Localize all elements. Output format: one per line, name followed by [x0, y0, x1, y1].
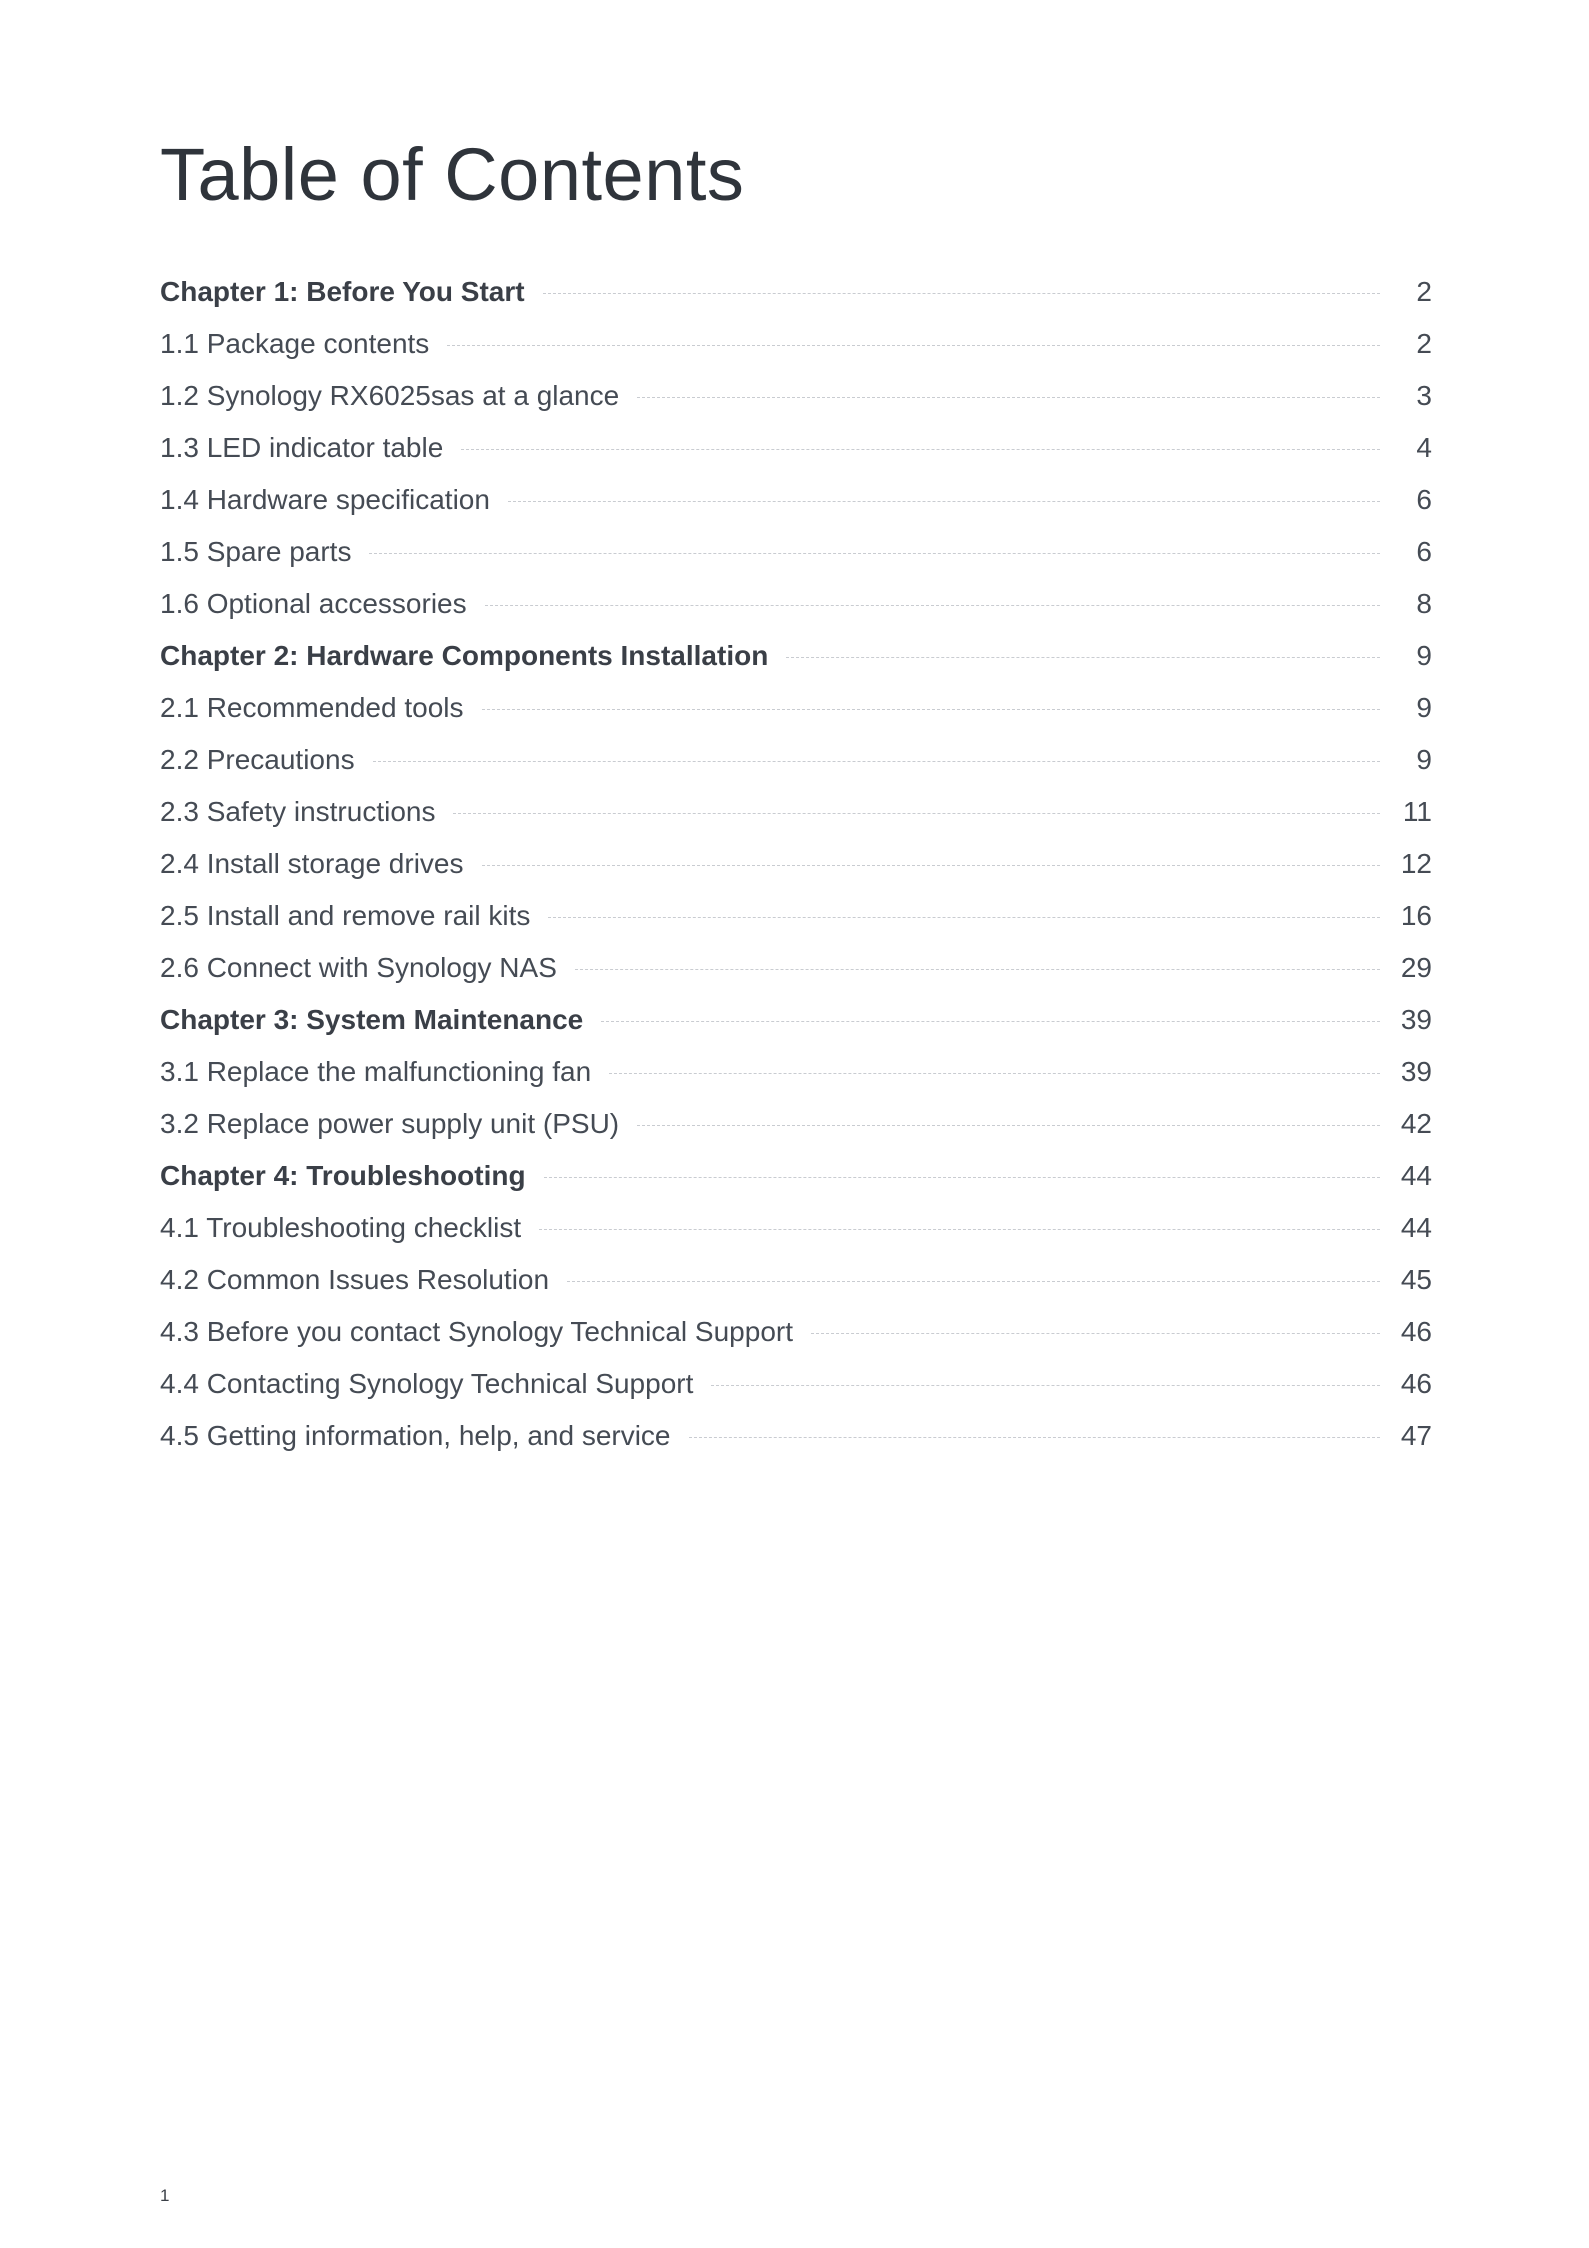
- toc-chapter-entry[interactable]: [160, 266, 1432, 318]
- toc-entry-page-number: 44: [1400, 1160, 1432, 1191]
- dotted-leader: [539, 1229, 1380, 1230]
- toc-chapter-entry[interactable]: [160, 1150, 1432, 1202]
- toc-entry-title: 3.1 Replace the malfunctioning fan: [160, 1056, 592, 1087]
- toc-chapter-entry[interactable]: [160, 630, 1432, 682]
- toc-section-entry[interactable]: [160, 734, 1432, 786]
- toc-section-entry[interactable]: [160, 786, 1432, 838]
- toc-section-entry[interactable]: [160, 1046, 1432, 1098]
- dotted-leader: [508, 501, 1380, 502]
- dotted-leader: [369, 553, 1380, 554]
- dotted-leader: [485, 605, 1380, 606]
- toc-entry-title: 1.2 Synology RX6025sas at a glance: [160, 380, 620, 411]
- table-of-contents: [160, 266, 1432, 1462]
- toc-entry-page-number: 11: [1402, 796, 1432, 827]
- toc-entry-title: Chapter 4: Troubleshooting: [160, 1160, 526, 1191]
- toc-section-entry[interactable]: [160, 474, 1432, 526]
- toc-chapter-entry[interactable]: [160, 994, 1432, 1046]
- toc-entry-page-number: 12: [1400, 848, 1432, 879]
- toc-entry-page-number: 3: [1416, 380, 1432, 411]
- toc-section-entry[interactable]: [160, 1358, 1432, 1410]
- dotted-leader: [575, 969, 1380, 970]
- dotted-leader: [461, 449, 1380, 450]
- toc-section-entry[interactable]: [160, 1306, 1432, 1358]
- dotted-leader: [567, 1281, 1380, 1282]
- toc-entry-page-number: 46: [1400, 1316, 1432, 1347]
- dotted-leader: [786, 657, 1380, 658]
- toc-entry-page-number: 46: [1400, 1368, 1432, 1399]
- toc-entry-page-number: 9: [1416, 744, 1432, 775]
- toc-entry-title: 2.3 Safety instructions: [160, 796, 436, 827]
- dotted-leader: [711, 1385, 1380, 1386]
- dotted-leader: [601, 1021, 1380, 1022]
- toc-section-entry[interactable]: [160, 838, 1432, 890]
- toc-section-entry[interactable]: [160, 1202, 1432, 1254]
- dotted-leader: [373, 761, 1380, 762]
- toc-entry-title: 4.3 Before you contact Synology Technical Support: [160, 1316, 793, 1347]
- dotted-leader: [548, 917, 1380, 918]
- toc-entry-title: 1.6 Optional accessories: [160, 588, 467, 619]
- toc-entry-title: 3.2 Replace power supply unit (PSU): [160, 1108, 620, 1139]
- toc-entry-title: 4.1 Troubleshooting checklist: [160, 1212, 522, 1243]
- dotted-leader: [482, 865, 1381, 866]
- toc-entry-title: 2.1 Recommended tools: [160, 692, 464, 723]
- toc-section-entry[interactable]: [160, 526, 1432, 578]
- toc-section-entry[interactable]: [160, 1098, 1432, 1150]
- page-title: Table of Contents: [160, 133, 745, 216]
- dotted-leader: [447, 345, 1380, 346]
- page-number: 1: [160, 2186, 170, 2205]
- dotted-leader: [482, 709, 1380, 710]
- toc-section-entry[interactable]: [160, 578, 1432, 630]
- toc-entry-page-number: 16: [1400, 900, 1432, 931]
- dotted-leader: [689, 1437, 1380, 1438]
- toc-section-entry[interactable]: [160, 890, 1432, 942]
- toc-section-entry[interactable]: [160, 318, 1432, 370]
- toc-entry-page-number: 2: [1416, 328, 1432, 359]
- toc-entry-page-number: 9: [1416, 640, 1432, 671]
- dotted-leader: [811, 1333, 1380, 1334]
- toc-entry-title: 1.3 LED indicator table: [160, 432, 444, 463]
- toc-entry-page-number: 4: [1416, 432, 1432, 463]
- toc-section-entry[interactable]: [160, 1410, 1432, 1462]
- toc-entry-title: 4.5 Getting information, help, and service: [160, 1420, 671, 1451]
- toc-entry-title: 2.4 Install storage drives: [160, 848, 464, 879]
- dotted-leader: [453, 813, 1380, 814]
- toc-entry-page-number: 8: [1416, 588, 1432, 619]
- toc-entry-page-number: 6: [1416, 536, 1432, 567]
- toc-section-entry[interactable]: [160, 422, 1432, 474]
- toc-entry-page-number: 39: [1400, 1056, 1432, 1087]
- toc-section-entry[interactable]: [160, 1254, 1432, 1306]
- toc-entry-title: Chapter 2: Hardware Components Installation: [160, 640, 769, 671]
- toc-entry-page-number: 6: [1416, 484, 1432, 515]
- toc-entry-page-number: 39: [1400, 1004, 1432, 1035]
- toc-entry-page-number: 44: [1400, 1212, 1432, 1243]
- toc-entry-title: 1.4 Hardware specification: [160, 484, 490, 515]
- toc-entry-title: Chapter 3: System Maintenance: [160, 1004, 584, 1035]
- dotted-leader: [543, 293, 1380, 294]
- toc-entry-title: 2.5 Install and remove rail kits: [160, 900, 531, 931]
- toc-section-entry[interactable]: [160, 942, 1432, 994]
- toc-entry-title: 2.6 Connect with Synology NAS: [160, 952, 557, 983]
- toc-entry-page-number: 29: [1400, 952, 1432, 983]
- toc-section-entry[interactable]: [160, 682, 1432, 734]
- toc-entry-title: 4.4 Contacting Synology Technical Support: [160, 1368, 694, 1399]
- dotted-leader: [544, 1177, 1380, 1178]
- toc-entry-title: 2.2 Precautions: [160, 744, 355, 775]
- toc-entry-title: Chapter 1: Before You Start: [160, 276, 525, 307]
- toc-entry-page-number: 9: [1416, 692, 1432, 723]
- dotted-leader: [637, 397, 1380, 398]
- toc-entry-page-number: 45: [1400, 1264, 1432, 1295]
- toc-entry-title: 1.5 Spare parts: [160, 536, 352, 567]
- toc-entry-title: 4.2 Common Issues Resolution: [160, 1264, 550, 1295]
- toc-entry-page-number: 2: [1416, 276, 1432, 307]
- toc-entry-title: 1.1 Package contents: [160, 328, 430, 359]
- toc-entry-page-number: 47: [1400, 1420, 1432, 1451]
- toc-entry-page-number: 42: [1400, 1108, 1432, 1139]
- dotted-leader: [609, 1073, 1380, 1074]
- toc-section-entry[interactable]: [160, 370, 1432, 422]
- dotted-leader: [637, 1125, 1380, 1126]
